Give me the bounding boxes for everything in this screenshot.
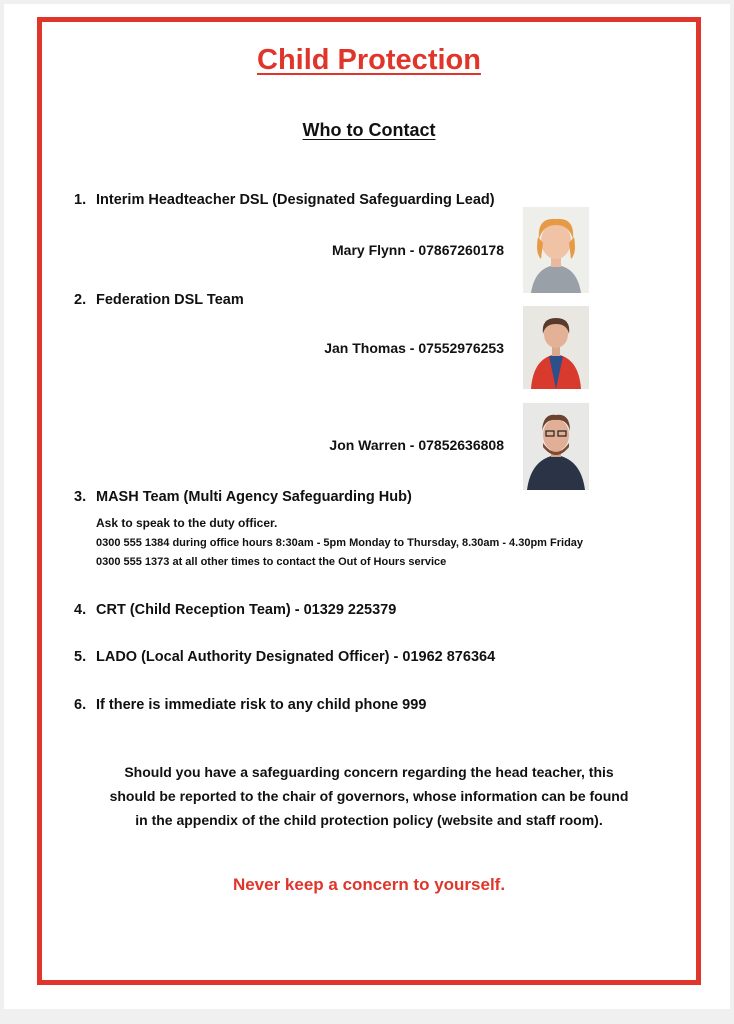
item-number: 3. (74, 489, 87, 505)
contact-item-3 (74, 489, 412, 505)
contact-item-5 (74, 649, 495, 665)
contact-item-2 (74, 292, 244, 308)
page-title: Child Protection (257, 44, 481, 76)
item-number: 2. (74, 292, 87, 308)
note-line-1: Should you have a safeguarding concern regarding the head teacher, this (124, 764, 614, 780)
jon-warren-photo (523, 403, 589, 490)
page-subtitle: Who to Contact (302, 120, 436, 140)
item-label: MASH Team (Multi Agency Safeguarding Hub) (96, 489, 412, 505)
mash-out-of-hours: 0300 555 1373 at all other times to contact the Out of Hours service (96, 556, 447, 568)
contact-jon-warren: Jon Warren - 07852636808 (329, 437, 504, 453)
item-label: Interim Headteacher DSL (Designated Safeguarding Lead) (96, 192, 495, 208)
jan-thomas-photo (523, 306, 589, 389)
contact-mary-flynn: Mary Flynn - 07867260178 (332, 242, 504, 258)
mash-office-hours: 0300 555 1384 during office hours 8:30am - 5pm Monday to Thursday, 8.30am - 4.30pm Friday (96, 537, 584, 549)
contact-jan-thomas: Jan Thomas - 07552976253 (324, 340, 504, 356)
item-number: 6. (74, 697, 87, 713)
poster-page (4, 4, 730, 1009)
mash-instruction: Ask to speak to the duty officer. (96, 516, 278, 530)
item-label: Federation DSL Team (96, 292, 244, 308)
contact-item-1 (74, 192, 495, 208)
item-number: 5. (74, 649, 87, 665)
item-number: 1. (74, 192, 87, 208)
footer-message: Never keep a concern to yourself. (232, 875, 506, 894)
red-border-frame (37, 17, 701, 985)
item-label: If there is immediate risk to any child phone 999 (96, 697, 427, 713)
item-label: LADO (Local Authority Designated Officer) - 01962 876364 (96, 649, 496, 665)
head-teacher-concern-note (42, 760, 696, 832)
item-label: CRT (Child Reception Team) - 01329 225379 (96, 602, 397, 618)
note-line-2: should be reported to the chair of governors, whose information can be found (109, 788, 629, 804)
note-line-3: in the appendix of the child protection policy (website and staff room). (135, 812, 603, 828)
contact-item-6 (74, 697, 426, 713)
item-number: 4. (74, 602, 87, 618)
mary-flynn-photo (523, 207, 589, 293)
contact-item-4 (74, 602, 396, 618)
